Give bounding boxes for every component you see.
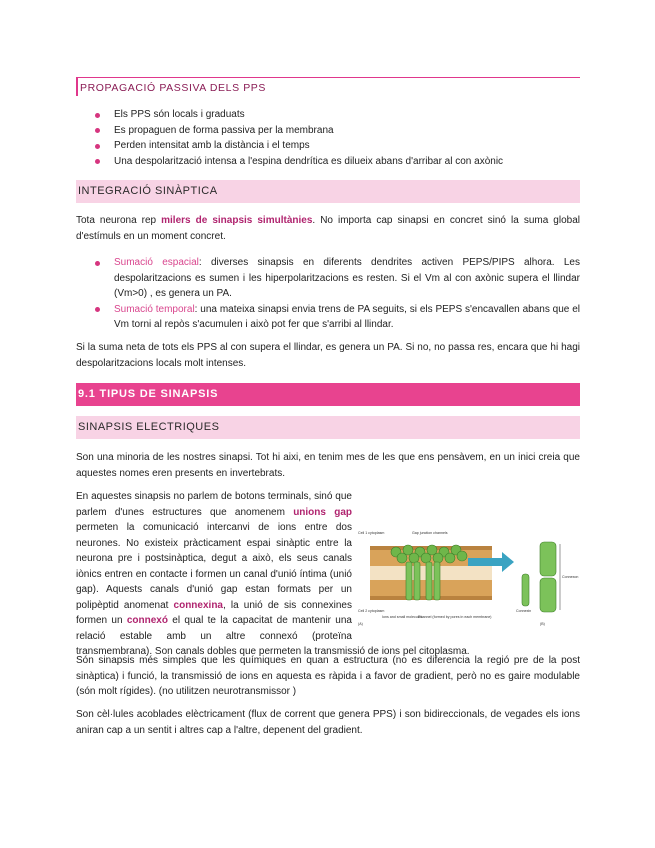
sumacio-temporal-item: Sumació temporal: una mateixa sinapsi envia trens de PA seguits, si els PEPS s'encavallen abans que el Vm torni al repòs s'acumulen i això pot fer que s'arribi al llindar. [94, 302, 580, 333]
electriques-paragraph-2: En aquestes sinapsis no parlem de botons terminals, sinó que parlem d'unes estructures que anomenem unions gap permeten la comunicació intercanvi de ions entre dos neurones. No existeix pràcticament espai sinàptic entre la neurona pre i postsinàptica, degut a això, els seus canals iònics entren en contacte i formen un canal d'unió íntima (unió gap). Aquests canals d'unió gap estan formats per un polipèptid anomenat connexina, la unió de sis connexines formen un connexó el qual te la capacitat de mantenir una relació estable amb un altre connexó (proteïna transmembrana). Son canals dobles que permeten la transmissió de ions pel citoplasma. [76, 491, 470, 657]
electriques-paragraph-1: Son una minoria de les nostres sinapsi. Tot hi aixi, en tenim mes de les que ens pensàvem, en un inici creia que aquestes nomes eren presents en invertebrats. [76, 452, 580, 479]
connexin-shape [522, 574, 529, 606]
sumacio-espacial-label: Sumació espacial [114, 257, 199, 268]
gap-junction-figure [356, 528, 580, 628]
pps-bullet-item: Una despolarització intensa a l'espina dendrítica es dilueix abans d'arribar al con axònic [94, 154, 580, 170]
label-cell1: Cell 1 cytoplasm [358, 531, 385, 535]
connexon-stack [540, 542, 556, 612]
highlight-connexina: connexina [173, 599, 223, 611]
highlight-milers: milers de sinapsis simultànies [161, 215, 313, 226]
integracio-paragraph-2: Si la suma neta de tots els PPS al con supera el llindar, es genera un PA. Si no, no passa res, encara que hi hagi despolaritzacions locals molt intenses. [76, 342, 580, 369]
section-heading-integracio: INTEGRACIÓ SINÀPTICA [76, 180, 580, 203]
section-heading-propagacio: PROPAGACIÓ PASSIVA DELS PPS [76, 77, 580, 96]
pps-bullet-item: Perden intensitat amb la distància i el temps [94, 138, 580, 154]
label-a: (A) [358, 622, 363, 626]
sumacio-espacial-item: Sumació espacial: diverses sinapsis en diferents dendrites activen PEPS/PIPS alhora. Les despolaritzacions es sumen i les hiperpolaritzacions es resten. Si el Vm al con axònic supera el llindar (Vm>0) , es genera un PA. [94, 255, 580, 302]
label-cell2: Cell 2 cytoplasm [358, 609, 385, 613]
electriques-paragraph-3: Són sinapsis més simples que les químiques en quan a estructura (no es diferencia la regió pre de la post sinàptica) i funció, la transmissió de ions en aquesta es ràpida i a favor de gradient, però no es gaire modulable (són molt rígides). (no utilitzen neurotransmissor ) [76, 655, 580, 697]
pps-bullet-item: Els PPS són locals i graduats [94, 107, 580, 123]
label-channel: Channel (formed by pores in each membrane) [418, 615, 492, 619]
pps-bullet-list [94, 107, 580, 169]
section-heading-electriques: SINAPSIS ELECTRIQUES [76, 416, 580, 439]
highlight-connexo: connexó [126, 615, 168, 626]
label-b: (B) [540, 622, 545, 626]
electriques-paragraph-4: Son cèl·lules acoblades elèctricament (flux de corrent que genera PPS) i son bidireccionals, de vegades els ions aniran cap a un sentit i altres cap a l'altre, depenent del gradient. [76, 709, 580, 736]
sumacio-temporal-label: Sumació temporal [114, 303, 195, 315]
integracio-paragraph-1: Tota neurona rep milers de sinapsis simultànies. No importa cap sinapsi en concret sinó la suma global d'estímuls en un moment concret. [76, 215, 580, 242]
label-gap: Gap junction channels [412, 531, 448, 535]
sumacio-bullet-list [94, 255, 580, 333]
label-ions: Ions and small molecules [382, 615, 423, 619]
label-connexon: Connexon [562, 575, 579, 579]
pps-bullet-item: Es propaguen de forma passiva per la membrana [94, 123, 580, 139]
label-connexin: Connexin [516, 609, 532, 613]
section-heading-tipus: 9.1 TIPUS DE SINAPSIS [76, 383, 580, 406]
highlight-unions-gap: unions gap [293, 506, 352, 518]
